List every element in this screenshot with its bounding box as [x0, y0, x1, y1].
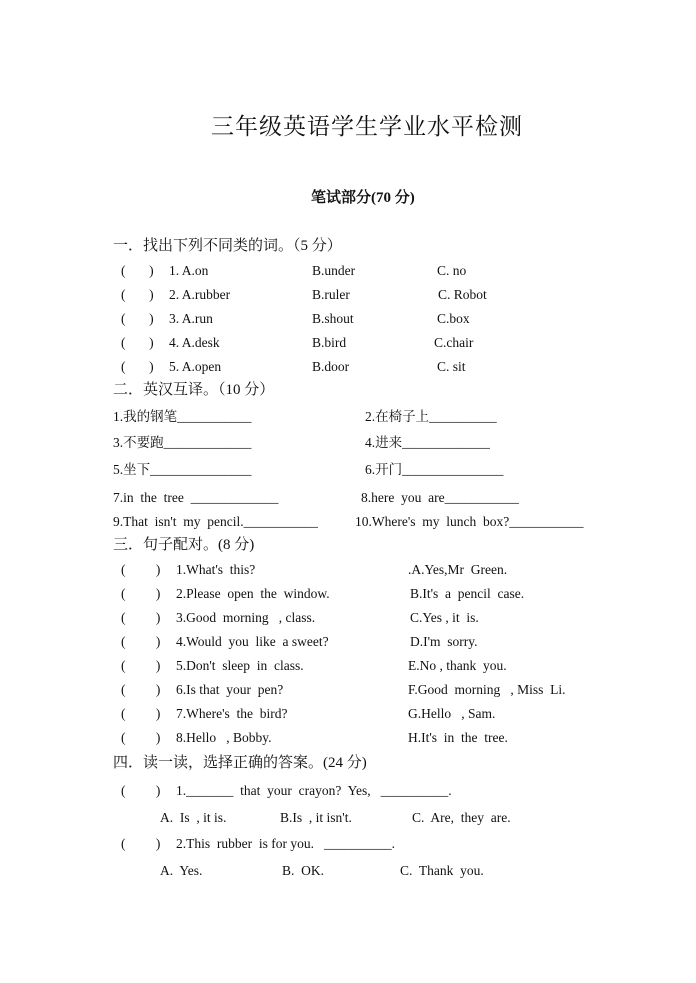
answer-text: G.Hello , Sam.: [408, 706, 496, 721]
question-stem: 1._______ that your crayon? Yes, __________.: [176, 783, 452, 798]
translation-item[interactable]: 2.在椅子上__________: [365, 409, 497, 424]
answer-blank[interactable]: ( ): [121, 836, 161, 851]
section-subtitle: 笔试部分(70 分): [311, 190, 415, 206]
section1-heading: 一．找出下列不同类的词。（5 分）: [113, 238, 342, 254]
option-c: C.box: [437, 311, 470, 326]
answer-text: F.Good morning , Miss Li.: [408, 682, 566, 697]
option-c: C.chair: [434, 335, 474, 350]
translation-item[interactable]: 10.Where's my lunch box?___________: [355, 514, 584, 529]
answer-text: C.Yes , it is.: [410, 610, 479, 625]
option-b: B.Is , it isn't.: [280, 810, 352, 825]
option-b: B.door: [312, 359, 350, 374]
question-text: 2.Please open the window.: [176, 586, 330, 601]
answer-blank[interactable]: ( ): [121, 311, 154, 326]
answer-blank[interactable]: ( ): [121, 706, 161, 721]
exam-title: 三年级英语学生学业水平检测: [211, 114, 523, 139]
answer-blank[interactable]: ( ): [121, 263, 154, 278]
question-text: 5.Don't sleep in class.: [176, 658, 304, 673]
question-text: 1.What's this?: [176, 562, 256, 577]
answer-blank[interactable]: ( ): [121, 335, 154, 350]
option-b: B.under: [312, 263, 356, 278]
translation-item[interactable]: 3.不要跑_____________: [113, 435, 252, 450]
question-text: 4.Would you like a sweet?: [176, 634, 329, 649]
option-b: B.shout: [312, 311, 354, 326]
answer-blank[interactable]: ( ): [121, 610, 161, 625]
answer-blank[interactable]: ( ): [121, 359, 154, 374]
option-c: C. Thank you.: [400, 863, 484, 878]
translation-item[interactable]: 5.坐下_______________: [113, 462, 252, 477]
question-stem: 2.This rubber is for you. __________.: [176, 836, 395, 851]
answer-blank[interactable]: ( ): [121, 658, 161, 673]
answer-text: H.It's in the tree.: [408, 730, 508, 745]
option-a: 3. A.run: [169, 311, 213, 326]
option-a: A. Yes.: [160, 863, 203, 878]
answer-blank[interactable]: ( ): [121, 634, 161, 649]
section2-heading: 二．英汉互译。（10 分）: [113, 382, 275, 398]
question-text: 8.Hello , Bobby.: [176, 730, 272, 745]
option-c: C. Are, they are.: [412, 810, 511, 825]
question-text: 7.Where's the bird?: [176, 706, 288, 721]
question-text: 3.Good morning , class.: [176, 610, 316, 625]
answer-blank[interactable]: ( ): [121, 562, 161, 577]
section3-heading: 三．句子配对。(8 分): [113, 537, 255, 553]
answer-blank[interactable]: ( ): [121, 682, 161, 697]
option-a: 2. A.rubber: [169, 287, 231, 302]
option-c: C. Robot: [438, 287, 487, 302]
option-a: 4. A.desk: [169, 335, 220, 350]
option-c: C. no: [437, 263, 467, 278]
answer-text: D.I'm sorry.: [410, 634, 478, 649]
answer-text: .A.Yes,Mr Green.: [408, 562, 508, 577]
section4-heading: 四．读一读，选择正确的答案。(24 分): [113, 755, 367, 771]
answer-blank[interactable]: ( ): [121, 730, 161, 745]
translation-item[interactable]: 4.进来_____________: [365, 435, 490, 450]
answer-blank[interactable]: ( ): [121, 586, 161, 601]
option-b: B.ruler: [312, 287, 350, 302]
option-b: B. OK.: [282, 863, 325, 878]
translation-item[interactable]: 7.in the tree _____________: [113, 490, 279, 505]
translation-item[interactable]: 1.我的钢笔___________: [113, 409, 252, 424]
option-b: B.bird: [312, 335, 347, 350]
answer-blank[interactable]: ( ): [121, 783, 161, 798]
question-text: 6.Is that your pen?: [176, 682, 284, 697]
answer-text: E.No , thank you.: [408, 658, 507, 673]
option-a: 1. A.on: [169, 263, 209, 278]
option-a: 5. A.open: [169, 359, 222, 374]
answer-blank[interactable]: ( ): [121, 287, 154, 302]
translation-item[interactable]: 6.开门_______________: [365, 462, 504, 477]
answer-text: B.It's a pencil case.: [410, 586, 525, 601]
option-c: C. sit: [437, 359, 466, 374]
translation-item[interactable]: 9.That isn't my pencil.___________: [113, 514, 318, 529]
option-a: A. Is , it is.: [160, 810, 227, 825]
translation-item[interactable]: 8.here you are___________: [361, 490, 519, 505]
